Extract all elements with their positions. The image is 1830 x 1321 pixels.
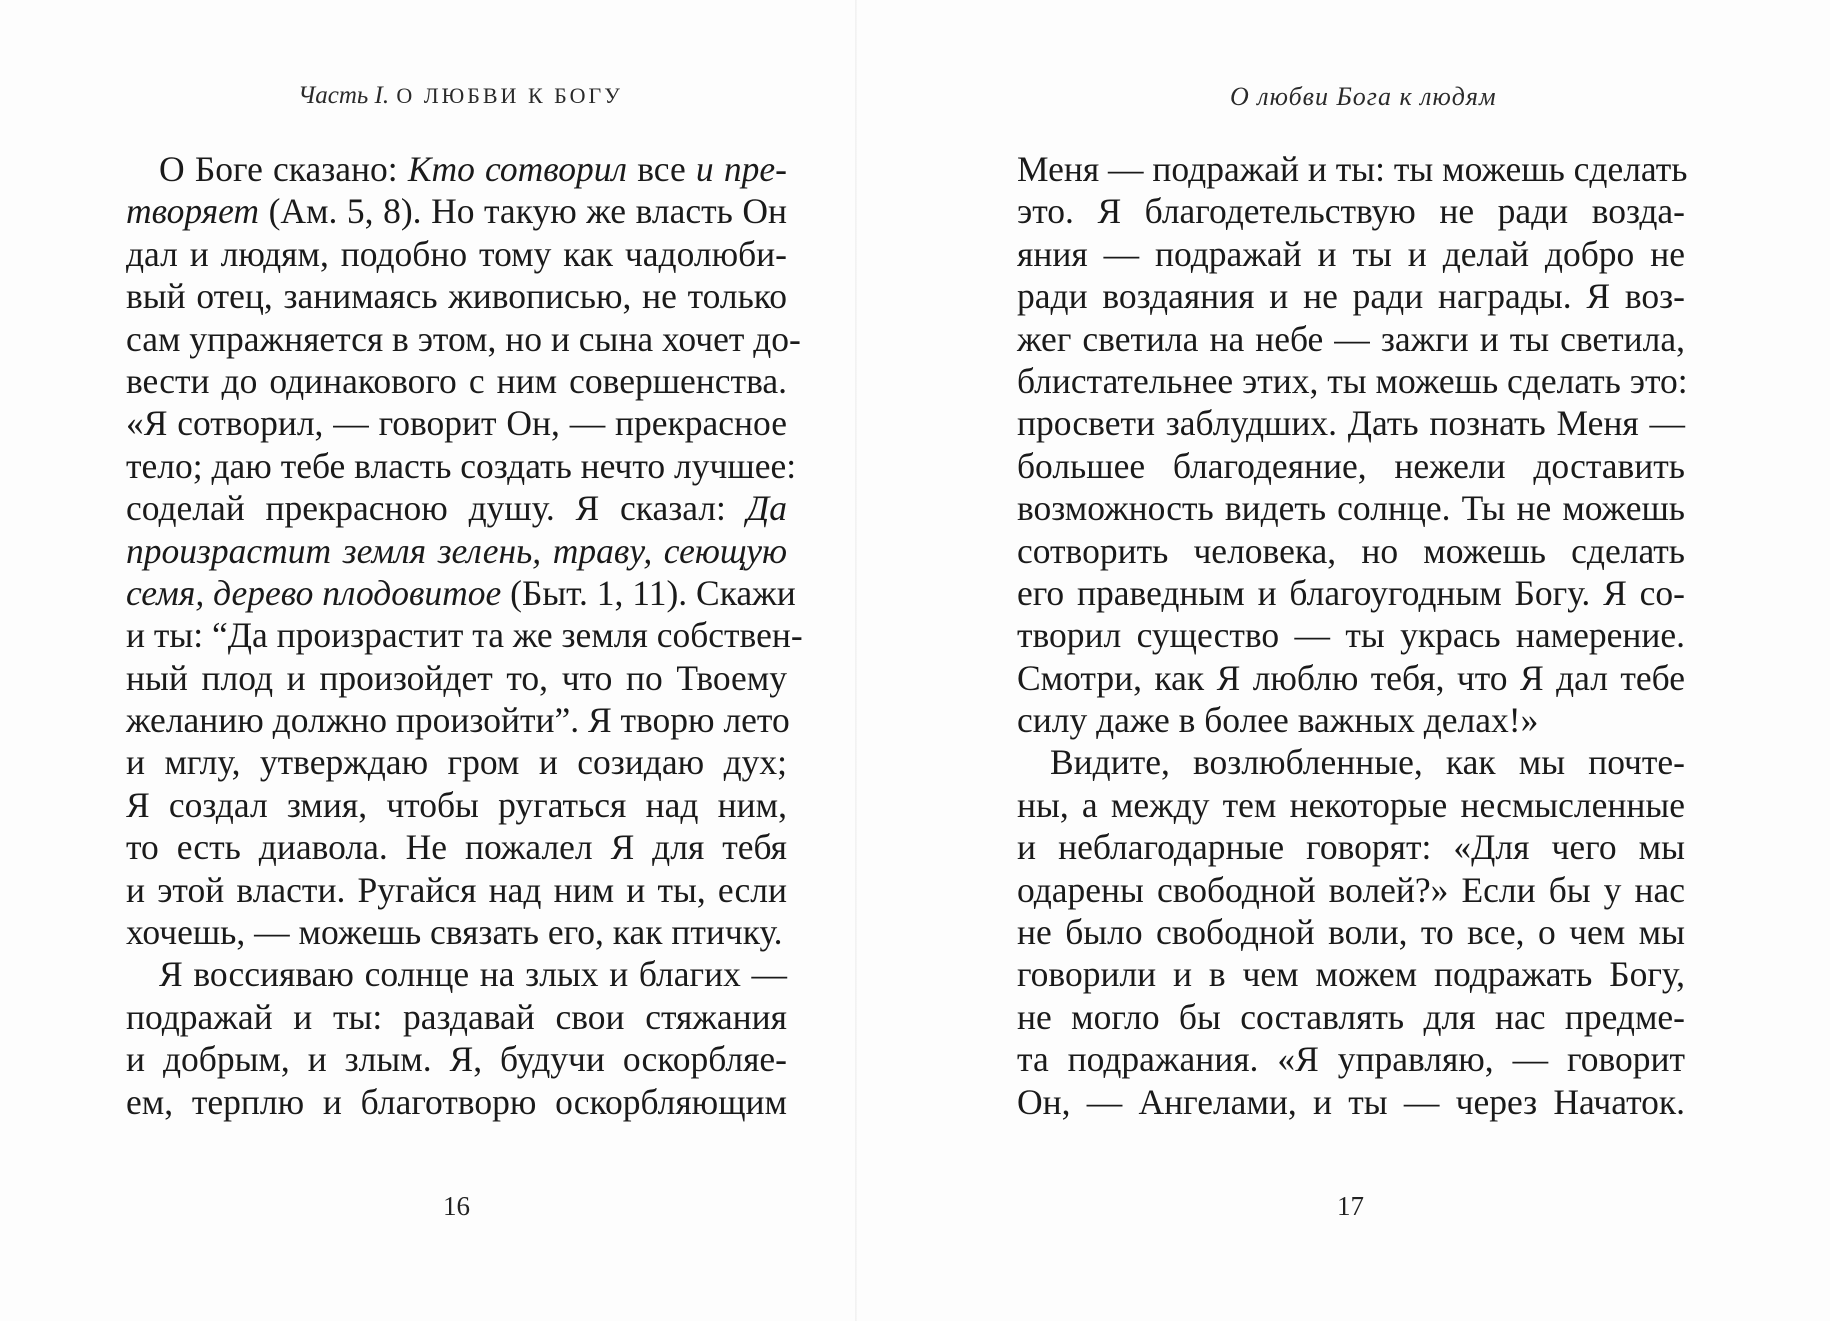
- text-segment: и ты: “Да произрастит та же земля собствен-: [126, 615, 803, 656]
- text-line: [1017, 869, 1685, 911]
- text-line: [1017, 318, 1685, 360]
- text-line: [126, 318, 801, 360]
- italic-quote-segment: Да: [746, 488, 787, 529]
- text-segment: не могло бы составлять для нас предме-: [1017, 996, 1685, 1037]
- text-line: [126, 614, 803, 656]
- text-line: [1017, 1081, 1685, 1123]
- text-segment: блистательнее этих, ты можешь сделать это:: [1017, 360, 1688, 401]
- text-segment: ем, терплю и благотворю оскорбляющим: [126, 1081, 787, 1122]
- text-line: [126, 699, 790, 741]
- text-line: [126, 1038, 787, 1080]
- italic-quote-segment: и пре-: [695, 149, 787, 189]
- text-segment: Он, — Ангелами, и ты — через Начаток.: [1017, 1081, 1685, 1122]
- text-segment: Я воссияваю солнце на злых и благих —: [159, 954, 787, 995]
- text-line: [1017, 402, 1685, 444]
- text-segment: возможность видеть солнце. Ты не можешь: [1017, 488, 1685, 529]
- right-page-body-text: [1017, 148, 1688, 1123]
- text-segment: «Я сотворил, — говорит Он, — прекрасное: [126, 403, 787, 444]
- running-head-left: [298, 82, 623, 110]
- text-line: [126, 869, 787, 911]
- text-segment: Я создал змия, чтобы ругаться над ним,: [126, 784, 787, 825]
- text-segment: силу даже в более важных делах!»: [1017, 700, 1539, 741]
- text-segment: вый отец, занимаясь живописью, не только: [126, 276, 787, 317]
- text-line: [1017, 741, 1685, 783]
- text-line: [1017, 360, 1688, 402]
- text-segment: тело; даю тебе власть создать нечто лучшее:: [126, 445, 797, 486]
- text-segment: просвети заблудших. Дать познать Меня —: [1017, 403, 1685, 444]
- text-line: [1017, 445, 1685, 487]
- text-segment: Видите, возлюбленные, как мы почте-: [1050, 742, 1685, 783]
- text-line: [1017, 996, 1685, 1038]
- text-segment: желанию должно произойти”. Я творю лето: [126, 700, 790, 741]
- text-line: [126, 487, 787, 529]
- text-line: [1017, 614, 1685, 656]
- text-line: [126, 1081, 787, 1123]
- text-line: [126, 784, 787, 826]
- text-line: [126, 741, 787, 783]
- text-line: [126, 275, 787, 317]
- text-segment: дал и людям, подобно тому как чадолюби-: [126, 233, 787, 274]
- text-line: [1017, 784, 1685, 826]
- left-page-body-text: [126, 148, 803, 1123]
- text-segment: творил существо — ты укрась намерение.: [1017, 615, 1685, 656]
- text-segment: говорили и в чем можем подражать Богу,: [1017, 954, 1685, 995]
- text-line: [1017, 233, 1685, 275]
- text-segment: ный плод и произойдет то, что по Твоему: [126, 657, 787, 698]
- text-segment: (Ам. 5, 8). Но такую же власть Он: [259, 191, 787, 232]
- text-line: [1017, 826, 1685, 868]
- text-line: [126, 402, 787, 444]
- text-line: [1017, 699, 1685, 741]
- text-segment: жег светила на небе — зажги и ты светила,: [1017, 318, 1685, 359]
- text-segment: Смотри, как Я люблю тебя, что Я дал тебе: [1017, 657, 1685, 698]
- text-line: [1017, 1038, 1685, 1080]
- text-segment: и мглу, утверждаю гром и созидаю дух;: [126, 742, 787, 783]
- text-line: [126, 826, 787, 868]
- italic-quote-segment: произрастит земля зелень, траву, сеющую: [126, 530, 787, 571]
- text-line: [1017, 530, 1685, 572]
- text-line: [1017, 148, 1688, 190]
- text-segment: сотворить человека, но можешь сделать: [1017, 530, 1685, 571]
- text-segment: та подражания. «Я управляю, — говорит: [1017, 1039, 1685, 1080]
- text-line: [1017, 572, 1685, 614]
- text-line: [126, 148, 787, 190]
- text-segment: и добрым, и злым. Я, будучи оскорбляе-: [126, 1039, 787, 1080]
- text-line: [1017, 487, 1685, 529]
- left-page: [0, 0, 855, 1321]
- text-segment: О Боге сказано:: [159, 149, 408, 189]
- text-segment: (Быт. 1, 11). Скажи: [501, 572, 796, 613]
- right-page: [857, 0, 1830, 1321]
- text-line: [126, 445, 797, 487]
- text-segment: вести до одинакового с ним совершенства.: [126, 360, 787, 401]
- italic-quote-segment: семя, дерево плодовитое: [126, 572, 502, 613]
- text-line: [1017, 275, 1685, 317]
- text-segment: не было свободной воли, то все, о чем мы: [1017, 912, 1685, 953]
- text-line: [126, 530, 787, 572]
- text-segment: соделай прекрасною душу. Я сказал:: [126, 488, 747, 529]
- text-line: [126, 360, 787, 402]
- running-head-right: О любви Бога к людям: [1230, 82, 1497, 111]
- text-segment: то есть диавола. Не пожалел Я для тебя: [126, 827, 787, 868]
- text-segment: одарены свободной волей?» Если бы у нас: [1017, 869, 1685, 910]
- text-segment: все: [626, 149, 696, 189]
- text-segment: большее благодеяние, нежели доставить: [1017, 445, 1685, 486]
- text-segment: сам упражняется в этом, но и сына хочет до-: [126, 318, 801, 359]
- text-segment: ны, а между тем некоторые несмысленные: [1017, 784, 1685, 825]
- text-line: [126, 996, 787, 1038]
- text-segment: это. Я благодетельствую не ради возда-: [1017, 191, 1685, 232]
- text-line: [126, 572, 796, 614]
- text-line: [1017, 911, 1685, 953]
- text-line: [1017, 657, 1685, 699]
- text-line: [126, 190, 787, 232]
- text-segment: хочешь, — можешь связать его, как птичку.: [126, 912, 783, 953]
- page-number-left: 16: [443, 1191, 470, 1221]
- running-head-part: Часть I.: [298, 82, 390, 109]
- running-head-title: О ЛЮБВИ К БОГУ: [396, 83, 623, 108]
- text-segment: и неблагодарные говорят: «Для чего мы: [1017, 827, 1685, 868]
- text-segment: и этой власти. Ругайся над ним и ты, если: [126, 869, 787, 910]
- italic-quote-segment: Кто сотворил: [407, 149, 627, 189]
- text-line: [1017, 953, 1685, 995]
- text-segment: яния — подражай и ты и делай добро не: [1017, 233, 1685, 274]
- text-line: [126, 911, 787, 953]
- text-segment: Меня — подражай и ты: ты можешь сделать: [1017, 149, 1688, 189]
- text-line: [126, 233, 787, 275]
- text-segment: подражай и ты: раздавай свои стяжания: [126, 996, 787, 1037]
- text-segment: его праведным и благоугодным Богу. Я со-: [1017, 572, 1685, 613]
- text-segment: ради воздаяния и не ради награды. Я воз-: [1017, 276, 1685, 317]
- page-number-right: 17: [1337, 1191, 1364, 1221]
- italic-quote-segment: творяет: [126, 191, 260, 232]
- text-line: [1017, 190, 1685, 232]
- text-line: [126, 953, 787, 995]
- text-line: [126, 657, 787, 699]
